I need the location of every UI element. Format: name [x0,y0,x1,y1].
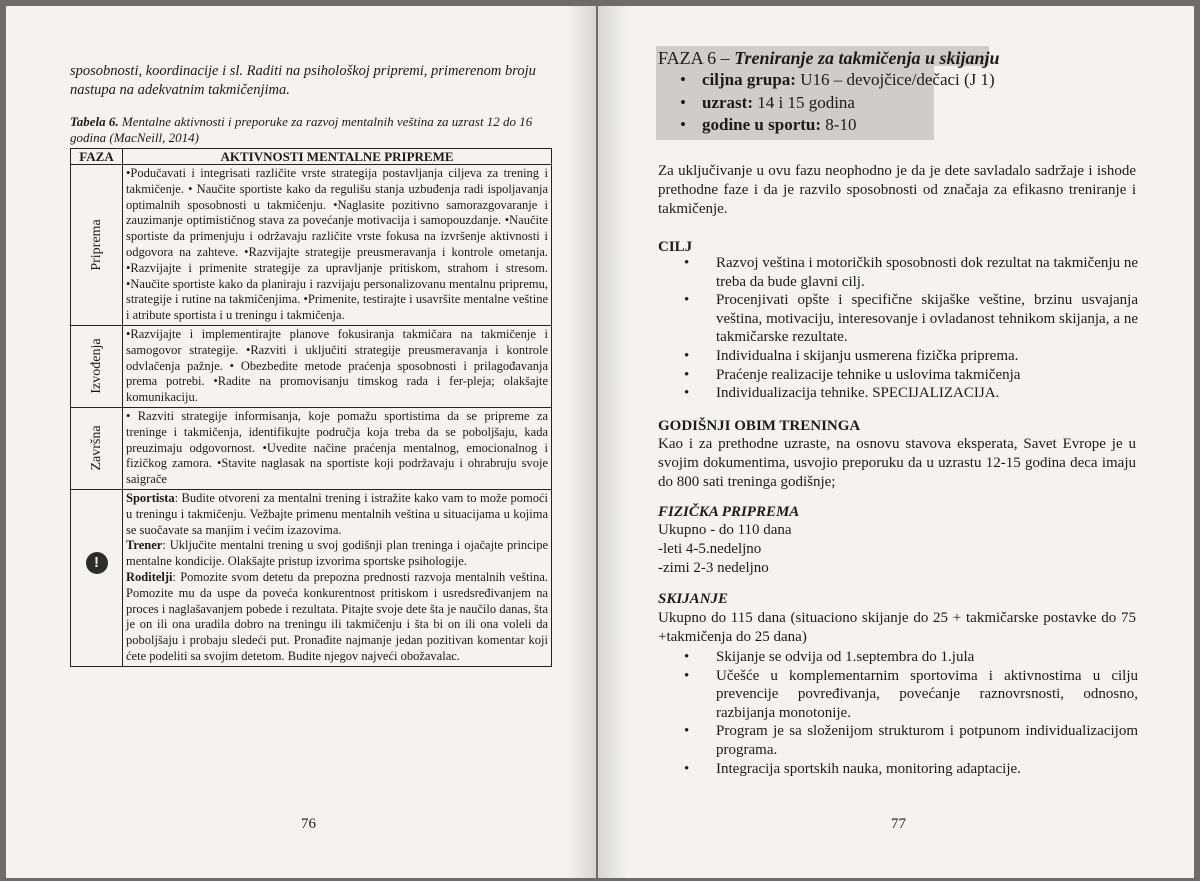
right-page-gutter-shadow [598,6,628,878]
phase-info-list [680,69,995,137]
physical-prep-line: Ukupno - do 110 dana [658,522,792,538]
table-header-activities: AKTIVNOSTI MENTALNE PRIPREME [123,149,552,165]
phase-info-value: 8-10 [821,115,857,134]
list-item: • Program je sa složenijom strukturom i potpunom individualizacijom programa. [658,722,1138,759]
list-item: • Skijanje se odvija od 1.septembra do 1.jula [658,648,1138,667]
advice-icon-cell [71,489,123,666]
advice-athlete [126,491,548,538]
advice-cell [123,489,552,666]
activity-cell: • Razviti strategije informisanja, koje pomažu sportistima da se pripreme za treninge i takmičenja, identifikujte područja koja treba da se poboljšaju, kada preuzimaju odgovornost. •Uvedite načine praćenja mentalnog, emocionalnog i fizičkog zamora. •Stavite naglasak na sportiste koji podržavaju i ohrabruju svoje saigrače [123,407,552,489]
phase-title-name: Treniranje za takmičenja u skijanju [734,48,1000,68]
advice-coach-text: : Uključite mentalni trening u svoj godišnji plan treninga i ojačajte principe mentalne kondicije. Olakšajte pristup izvorima sportske psihologije. [126,538,548,569]
activity-cell: •Razvijajte i implementirajte planove fokusiranja takmičara na takmičenje i samogovor strategije. •Razviti i uključiti strategije preusmeravanja i kontrole odvlačenja pažnje. • Obezbedite metode praćenja sposobnosti i prilagođavanja prema potrebi. •Radite na promovisanju timskog rada i fer-pleja; olakšajte komunikaciju. [123,325,552,407]
table-caption-label: Tabela 6. [70,114,119,129]
annual-text: Kao i za prethodne uzraste, na osnovu stavova eksperata, Savet Evrope je u svojim dokumentima, usvojio preporuku da u uzrastu 12-15 godina deca imaju do 800 sati treninga godišnje; [658,436,1136,490]
phase-info-value: 14 i 15 godina [752,92,855,112]
phase-intro-text: Za uključivanje u ovu fazu neophodno je da je dete savladalo sadržaje i ishode prethodne faze i da je razvilo sposobnosti od značaja za efikasno treniranje i takmičenje. [658,163,1136,217]
skiing-heading: SKIJANJE [658,591,729,607]
page-number-right: 77 [891,816,906,832]
phase-cell [71,325,123,407]
right-page [598,6,1194,878]
list-item [680,114,995,137]
advice-athlete-label: Sportista [126,490,175,505]
alert-icon: ! [86,552,108,574]
table-caption [70,114,546,146]
advice-parents [126,570,548,665]
table-row [71,165,552,326]
phase-cell [71,407,123,489]
skiing-list [658,648,1138,778]
goal-heading: CILJ [658,239,693,255]
list-item: • Procenjivati opšte i specifične skijaške veštine, brzinu usvajanja veština, motivaciju, interesovanje i ovladanost tehnikom skijanja, a ne takmičarske rezultate. [658,291,1138,347]
list-item: • Učešće u komplementarnim sportovima i aktivnostima u cilju prevencije povređivanja, povećanje raznovrsnosti, odnosno, razbijanja monotonije. [658,667,1138,723]
table-row [71,325,552,407]
advice-coach [126,538,548,570]
table-header-row [71,149,552,165]
list-item: • Praćenje realizacije tehnike u uslovima takmičenja [658,366,1138,385]
phase-info-label: godine u sportu: [702,115,822,134]
phase-info-value: U16 – devojčice/dečaci (J 1) [795,70,995,89]
annual-heading: GODIŠNJI OBIM TRENINGA [658,418,861,434]
left-page [6,6,596,878]
list-item: • Razvoj veština i motoričkih sposobnosti dok rezultat na takmičenju ne treba da bude glavni cilj. [658,254,1138,291]
phase-info-label: ciljna grupa: [702,70,796,89]
left-intro-text: sposobnosti, koordinacije i sl. Raditi na psihološkoj pripremi, primerenom broju nastupa na adekvatnim takmičenjima. [70,63,536,98]
list-item: • Individualna i skijanju usmerena fizička priprema. [658,347,1138,366]
phase-label-zavrsna: Završna [88,425,104,471]
physical-prep-lines [658,521,792,578]
table-row [71,407,552,489]
phase-info-label: uzrast: [702,92,753,112]
table-header-phase: FAZA [71,149,123,165]
advice-parents-label: Roditelji [126,569,173,584]
phase-cell [71,165,123,326]
advice-athlete-text: : Budite otvoreni za mentalni trening i istražite kako vam to može pomoći u treningu i takmičenju. Vežbajte primenu mentalnih veština u situacijama u kojima se suočavate sa manjim i većim izazovima. [126,490,548,537]
table-caption-text: Mentalne aktivnosti i preporuke za razvoj mentalnih veština za uzrast 12 do 16 godina (MacNeill, 2014) [70,114,533,145]
list-item [680,92,995,115]
left-page-gutter-shadow [566,6,596,878]
phase-label-priprema: Priprema [88,219,104,271]
list-item: • Integracija sportskih nauka, monitoring adaptacije. [658,760,1138,779]
phase-label-izvodjenja: Izvođenja [88,338,104,395]
physical-prep-line: -zimi 2-3 nedeljno [658,560,769,576]
activity-cell: •Podučavati i integrisati različite vrste strategija postavljanja ciljeva za trening i takmičenje. • Naučite sportiste kako da regulišu stanja uzbuđenja radi ispoljavanja optimalnih sposobnosti u takmičenju. •Naglasite pozitivno samorazgovaranje i zauzimanje optimističnog stava za povećanje motivacija i samopouzdanje. •Naučite sportiste da primenjuju i održavaju različite vrste fokusa na izvršenje aktivnosti i odgovora na zahteve. •Razvijajte strategije preusmeravanja i kontrole ometanja. •Razvijajte i primenite strategije za upravljanje pritiskom, strahom i stresom. •Naučite sportiste kako da planiraju i razvijaju personalizovanu mentalnu pripremu, strategije i rutine na takmičenjima. •Primenite, testirajte i usavršite mentalne veštine i atribute sportista i u treningu i takmičenja. [123,165,552,326]
physical-prep-heading: FIZIČKA PRIPREMA [658,504,800,520]
physical-prep-line: -leti 4-5.nedeljno [658,541,762,557]
phase-title [658,48,1000,68]
table-row-advice [71,489,552,666]
skiing-text: Ukupno do 115 dana (situaciono skijanje do 25 + takmičarske postavke do 75 +takmičenja do 25 dana) [658,610,1136,645]
mental-activities-table [70,148,552,667]
page-number-left: 76 [301,816,316,832]
advice-coach-label: Trener [126,538,163,553]
phase-title-number: FAZA 6 – [658,48,735,68]
list-item: • Individualizacija tehnike. SPECIJALIZACIJA. [658,384,1138,403]
list-item [680,69,995,92]
goal-list [658,254,1138,403]
advice-parents-text: : Pomozite svom detetu da prepozna prednosti razvoja mentalnih veština. Pomozite mu da uspe da poveća konkurentnost pritiskom i usredsređivanjem na proces i naglašavanjem pobede i rezultata. Pitajte svoje dete šta je naučilo danas, šta je on ili ona uradila dobro na treningu ili takmičenju i šta bi on ili ona voleli da poboljšaju i probaju sledeći put. Pronađite najmanje jedan pozitivan komentar koji ćete podeliti sa svojim detetom. Budite njegov najveći obožavalac. [126,569,548,663]
